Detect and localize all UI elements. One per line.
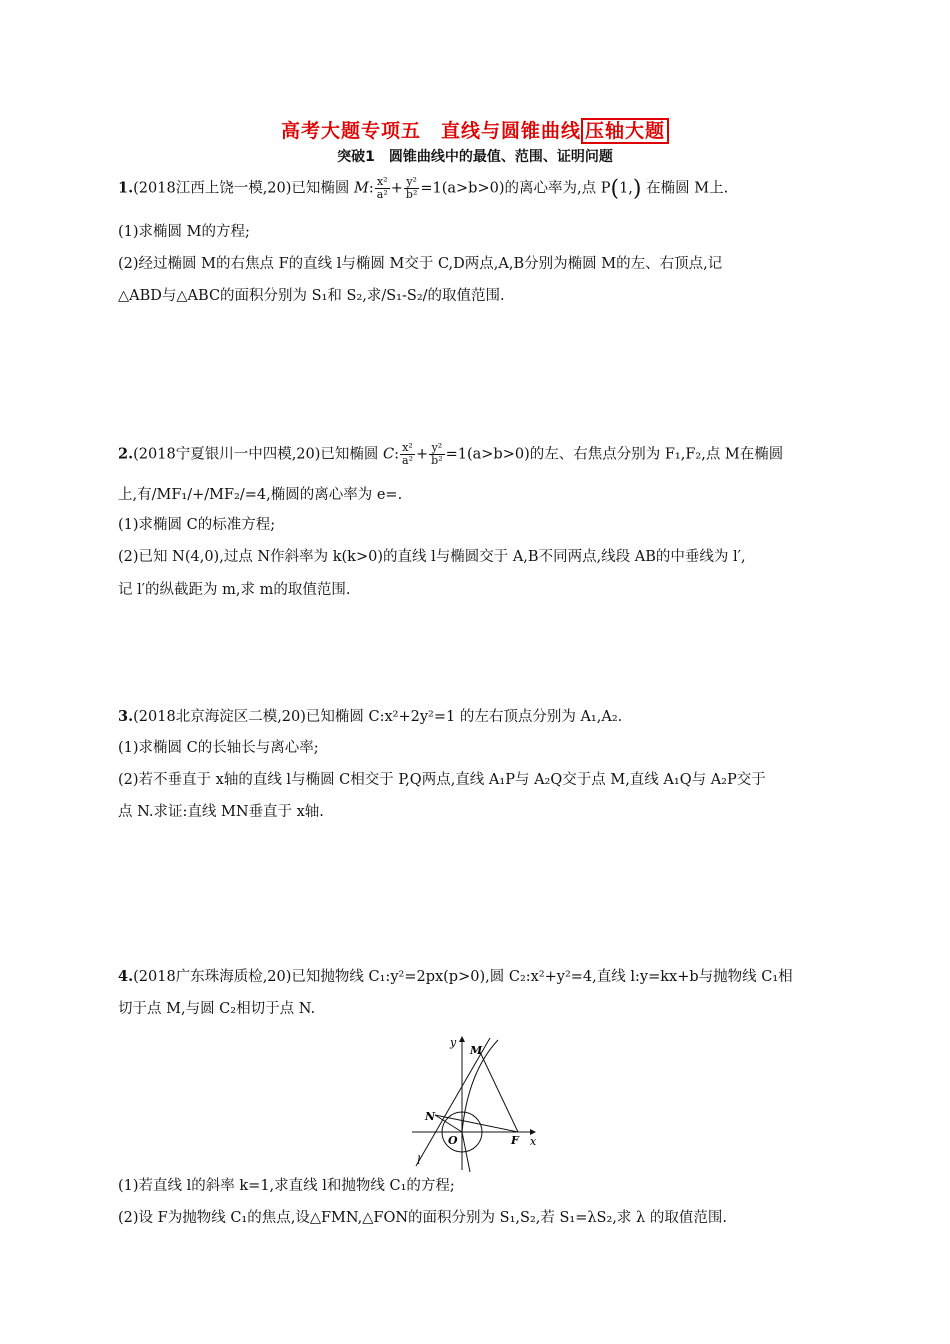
q2-part2b: 记 l′的纵截距为 m,求 m的取值范围.: [118, 582, 351, 598]
q1-part2a: (2)经过椭圆 M的右焦点 F的直线 l与椭圆 M交于 C,D两点,A,B分别为椭圆 M的左、右顶点,记: [118, 256, 723, 272]
q1-part2b: △ABD与△ABC的面积分别为 S₁和 S₂,求/S₁-S₂/的取值范围.: [118, 288, 505, 304]
q2-source: (2018宁夏银川一中四模,20)已知椭圆: [133, 446, 384, 463]
paren-right: ): [632, 176, 642, 202]
q3-part2b: 点 N.求证:直线 MN垂直于 x轴.: [118, 804, 324, 820]
q3-line1: [118, 707, 622, 727]
q1-ellipse-name: M: [354, 180, 369, 197]
q4-line1: [118, 967, 793, 987]
q4-number: 4.: [118, 968, 134, 985]
label-y: y: [450, 1036, 457, 1049]
q4-line2: 切于点 M,与圆 C₂相切于点 N.: [118, 1001, 316, 1017]
label-x: x: [530, 1135, 537, 1148]
q2-frac-y: $\frac{\text{y²}}{\text{b²}}$: [431, 441, 443, 467]
q3-number: 3.: [118, 708, 134, 725]
q2-eq-tail: =1(a>b>0)的左、右焦点分别为 F₁,F₂,点 M在椭圆: [445, 446, 784, 463]
title-boxed: 压轴大题: [581, 118, 669, 144]
q2-part1: (1)求椭圆 C的标准方程;: [118, 517, 276, 533]
q1-source: (2018江西上饶一模,20)已知椭圆: [133, 180, 355, 197]
q1-frac-y: $\frac{\text{y²}}{\text{b²}}$: [405, 175, 418, 201]
q2-line1: 2.(2018宁夏银川一中四模,20)已知椭圆 C: $\frac{\text{x²}}{\text{a²}}$ + $\frac{\text{y²}}{\text{b²}}$ =1(a>b>0)的左、右焦点分别为 F₁,F₂,点 M在椭圆: [118, 441, 784, 467]
q4-text: (2018广东珠海质检,20)已知抛物线 C₁:y²=2px(p>0),圆 C₂:x²+y²=4,直线 l:y=kx+b与抛物线 C₁相: [133, 969, 793, 985]
plus-sign: +: [390, 180, 403, 197]
page-subtitle: 突破1 圆锥曲线中的最值、范围、证明问题: [337, 149, 613, 165]
q2-ellipse-name: C: [383, 446, 395, 463]
q1-tail: 在椭圆 M上.: [646, 180, 729, 197]
q2-frac-x: $\frac{\text{x²}}{\text{a²}}$: [402, 441, 413, 467]
q3-part1: (1)求椭圆 C的长轴长与离心率;: [118, 740, 319, 756]
label-f: F: [511, 1134, 519, 1147]
q2-part2a: (2)已知 N(4,0),过点 N作斜率为 k(k>0)的直线 l与椭圆交于 A,B不同两点,线段 AB的中垂线为 l′,: [118, 549, 746, 565]
q4-part1: (1)若直线 l的斜率 k=1,求直线 l和抛物线 C₁的方程;: [118, 1178, 455, 1194]
label-l: l: [417, 1154, 421, 1167]
q2-line2: 上,有/MF₁/+/MF₂/=4,椭圆的离心率为 e=.: [118, 487, 403, 503]
geometry-figure: [408, 1032, 548, 1172]
q4-part2: (2)设 F为抛物线 C₁的焦点,设△FMN,△FON的面积分别为 S₁,S₂,若 S₁=λS₂,求 λ 的取值范围.: [118, 1210, 727, 1226]
label-o: O: [448, 1134, 458, 1147]
paren-left: (: [610, 176, 620, 202]
plus-sign: +: [416, 446, 429, 463]
q1-frac-x: $\frac{\text{x²}}{\text{a²}}$: [376, 175, 388, 201]
q1-point: 1,: [619, 180, 633, 197]
q1-number: 1.: [118, 179, 134, 197]
label-m: M: [470, 1044, 483, 1057]
page-title: [0, 116, 950, 143]
q1-part1: (1)求椭圆 M的方程;: [118, 224, 250, 240]
q3-text: (2018北京海淀区二模,20)已知椭圆 C:x²+2y²=1 的左右顶点分别为 A₁,A₂.: [133, 709, 623, 725]
parabola-c1: [462, 1040, 498, 1172]
title-main: 高考大题专项五 直线与圆锥曲线: [280, 120, 581, 142]
q1-line1: 1.(2018江西上饶一模,20)已知椭圆 M: $\frac{\text{x²}}{\text{a²}}$ + $\frac{\text{y²}}{\text{b²}}$ =1(a>b>0)的离心率为,点 P(1,) 在椭圆 M上.: [118, 175, 729, 202]
label-n: N: [425, 1110, 436, 1123]
y-axis-arrow: [459, 1036, 465, 1042]
segment-mf: [480, 1052, 518, 1132]
q1-eq-tail: =1(a>b>0)的离心率为,点 P: [420, 180, 611, 197]
q2-number: 2.: [118, 445, 134, 463]
q3-part2a: (2)若不垂直于 x轴的直线 l与椭圆 C相交于 P,Q两点,直线 A₁P与 A₂Q交于点 M,直线 A₁Q与 A₂P交于: [118, 772, 766, 788]
